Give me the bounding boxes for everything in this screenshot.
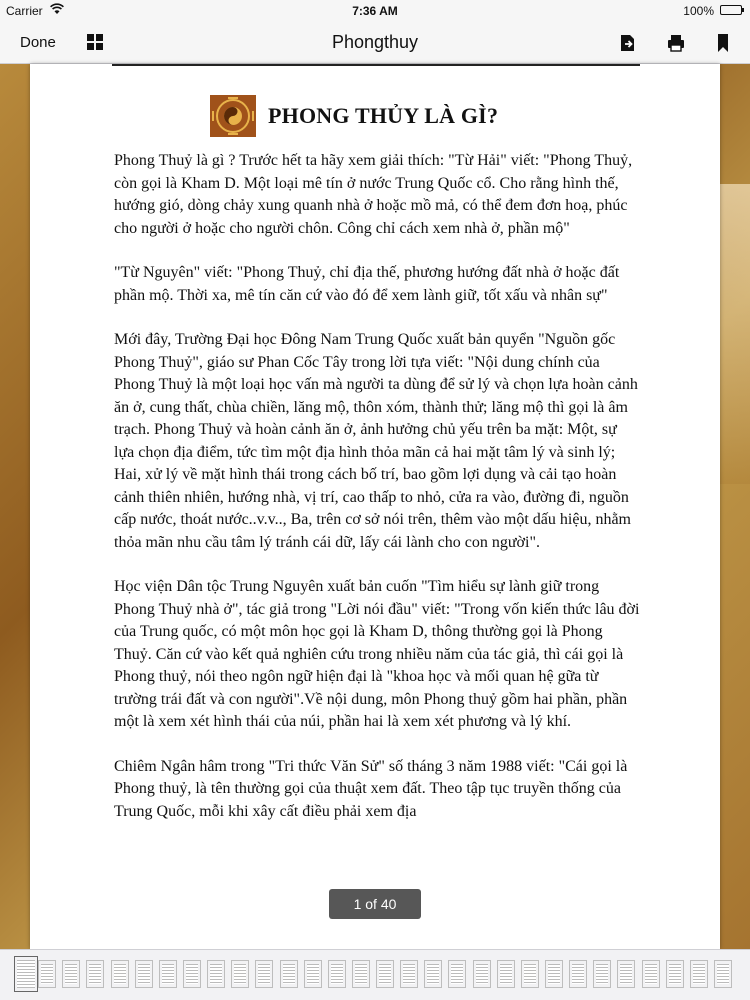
page-thumbnail[interactable]	[497, 960, 515, 988]
battery-icon	[720, 5, 742, 15]
page-thumbnail[interactable]	[569, 960, 587, 988]
carrier-label: Carrier	[6, 4, 43, 18]
page-thumbnail[interactable]	[593, 960, 611, 988]
paragraph: Học viện Dân tộc Trung Nguyên xuất bản cuốn "Tìm hiểu sự lành giữ trong Phong Thuỷ nhà ở", tác giả trong "Lời nói đầu" viết: "Trong vốn kiến thức lâu đời của Trung quốc, có một môn học gọi là Kham D, thông thường gọi là Phong Thuỷ. Căn cứ vào kết quả nghiên cứu trong nhiều năm của tác giả, thì cái gọi là Phong thuỷ, nói theo ngôn ngữ hiện đại là "khoa học và mối quan hệ gữa từ trường trái đất và con người".Về nội dung, môn Phong thuỷ gồm hai phần, phần một là xem xét hình thái của núi, phần hai là xem xét phương và lý khí.	[114, 578, 640, 730]
page-thumbnail[interactable]	[111, 960, 129, 988]
document-page[interactable]	[30, 64, 720, 949]
bookmark-icon[interactable]	[713, 33, 733, 53]
thumbnail-list[interactable]	[14, 956, 740, 994]
paragraph: Mới đây, Trường Đại học Đông Nam Trung Quốc xuất bản quyển "Nguồn gốc Phong Thuỷ", giáo sư Phan Cốc Tây trong lời tựa viết: "Nội dung chính của Phong Thuỷ là một loại học vấn mà người ta dùng để sử lý và chọn lựa hoàn cảnh ăn ở, cung thất, chùa chiền, lăng mộ, thôn xóm, thành thử; lăng mộ thì gọi là âm trạch. Phong Thuỷ và hoàn cảnh ăn ở, ảnh hưởng chủ yếu trên ba mặt: Một, sự lựa chọn địa điểm, tức tìm một địa hình thỏa mãn cả hai mặt tâm lý và sinh lý; Hai, xử lý về mặt hình thái trong cách bố trí, bao gồm lợi dụng và cải tạo hoàn cảnh thiên nhiên, hướng nhà, vị trí, cao thấp to nhỏ, cửa ra vào, đường đi, nguồn cấp nước, thoát nước..v.v.., Ba, trên cơ sở nói trên, thêm vào một dấu hiệu, nhằm thỏa mãn nhu cầu tâm lý tránh cái dữ, lấy cái lành cho con người".	[114, 331, 638, 551]
clock: 7:36 AM	[352, 4, 398, 18]
page-thumbnail[interactable]	[690, 960, 708, 988]
page-thumbnail[interactable]	[328, 960, 346, 988]
page-top-rule	[112, 64, 640, 66]
page-thumbnail[interactable]	[400, 960, 418, 988]
page-thumbnail[interactable]	[86, 960, 104, 988]
page-thumbnail[interactable]	[207, 960, 225, 988]
page-thumbnail[interactable]	[304, 960, 322, 988]
page-thumbnail[interactable]	[424, 960, 442, 988]
bagua-logo-icon	[210, 95, 256, 137]
page-thumbnail[interactable]	[352, 960, 370, 988]
page-thumbnail[interactable]	[14, 956, 38, 992]
page-thumbnail[interactable]	[545, 960, 563, 988]
battery-percentage: 100%	[683, 4, 714, 18]
navigation-bar	[0, 22, 750, 64]
page-thumbnail[interactable]	[376, 960, 394, 988]
status-bar	[0, 0, 750, 22]
page-indicator: 1 of 40	[329, 889, 421, 919]
page-heading: PHONG THỦY LÀ GÌ?	[268, 103, 499, 128]
thumbnail-strip[interactable]	[0, 949, 750, 1000]
page-thumbnail[interactable]	[617, 960, 635, 988]
page-thumbnail[interactable]	[255, 960, 273, 988]
page-thumbnail[interactable]	[62, 960, 80, 988]
page-thumbnail[interactable]	[280, 960, 298, 988]
page-thumbnail[interactable]	[159, 960, 177, 988]
page-thumbnail[interactable]	[666, 960, 684, 988]
printer-icon[interactable]	[666, 33, 686, 53]
page-thumbnail[interactable]	[448, 960, 466, 988]
page-thumbnail[interactable]	[183, 960, 201, 988]
page-thumbnail[interactable]	[714, 960, 732, 988]
page-thumbnail[interactable]	[473, 960, 491, 988]
page-thumbnail[interactable]	[642, 960, 660, 988]
body-text	[114, 150, 640, 845]
page-thumbnail[interactable]	[38, 960, 56, 988]
page-thumbnail[interactable]	[231, 960, 249, 988]
paragraph: Chiêm Ngân hâm trong "Tri thức Văn Sử" số tháng 3 năm 1988 viết: "Cái gọi là Phong thuỷ, là tên thường gọi của thuật xem đất. Theo tập tục truyền thống của Trung Quốc, mỗi khi xây cất điều phải xem địa	[114, 757, 628, 820]
paragraph: Phong Thuỷ là gì ? Trước hết ta hãy xem giải thích: "Từ Hải" viết: "Phong Thuỷ, còn gọi là Kham D. Một loại mê tín ở nước Trung Quốc cổ. Cho rằng hình thế, hướng gió, dòng chảy xung quanh nhà ở hoặc mồ mả, có thể đem đơn hoạ, phúc cho người ở hoặc cho người chôn. Công chỉ cách xem nhà ở, phần mộ"	[114, 152, 633, 237]
page-thumbnail[interactable]	[521, 960, 539, 988]
done-button[interactable]: Done	[20, 34, 56, 51]
document-title: Phongthuy	[331, 32, 419, 52]
paragraph: "Từ Nguyên" viết: "Phong Thuỷ, chỉ địa thế, phương hướng đất nhà ở hoặc đất phần mộ. Thời xa, mê tín căn cứ vào đó để xem lành giữ, tốt xấu và nhân sự"	[114, 264, 620, 304]
share-export-icon[interactable]	[618, 33, 638, 53]
page-thumbnail[interactable]	[135, 960, 153, 988]
